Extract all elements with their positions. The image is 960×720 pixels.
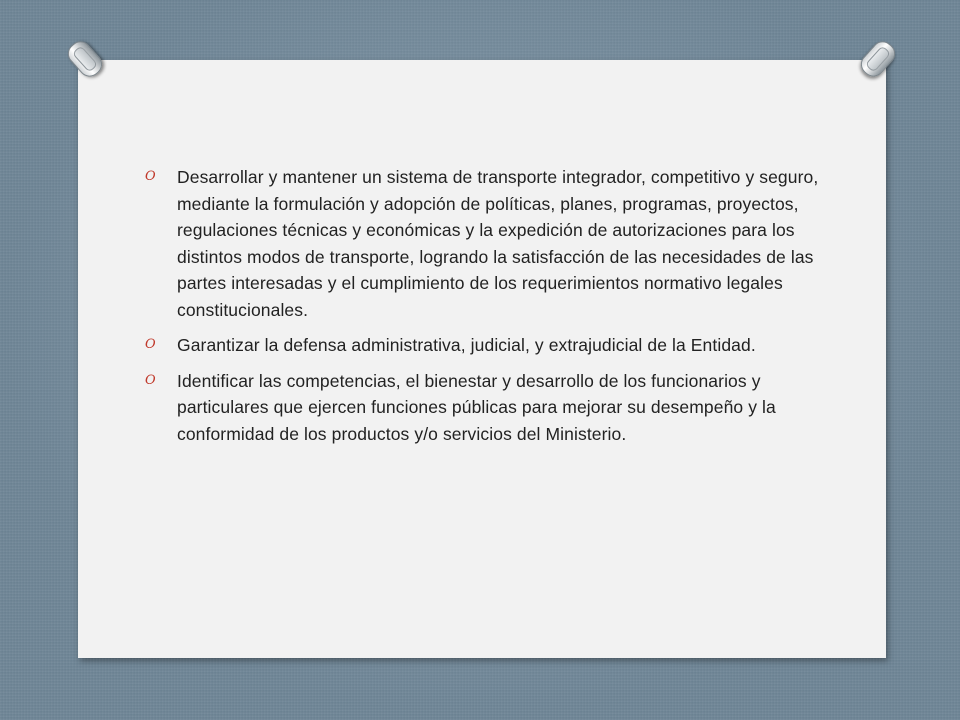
bullet-o-icon: O: [145, 337, 156, 352]
bullet-list: [145, 164, 825, 456]
bullet-text: Identificar las competencias, el bienestar y desarrollo de los funcionarios y particulares que ejercen funciones públicas para mejorar su desempeño y la conformidad de los productos y/o servicios del Ministerio.: [177, 370, 776, 444]
bullet-item-3: [145, 368, 825, 448]
bullet-item-1: [145, 164, 825, 323]
bullet-o-icon: O: [145, 372, 156, 388]
bullet-text: Garantizar la defensa administrativa, judicial, y extrajudicial de la Entidad.: [177, 335, 756, 355]
bullet-text: Desarrollar y mantener un sistema de transporte integrador, competitivo y seguro, mediante la formulación y adopción de políticas, planes, programas, proyectos, regulaciones técnicas y económicas y la expedición de autorizaciones para los distintos modos de transporte, logrando la satisfacción de las necesidades de las partes interesadas y el cumplimiento de los requerimientos normativo legales constitucionales.: [177, 167, 819, 320]
bullet-item-2: [145, 332, 825, 359]
bullet-o-icon: O: [145, 169, 156, 184]
